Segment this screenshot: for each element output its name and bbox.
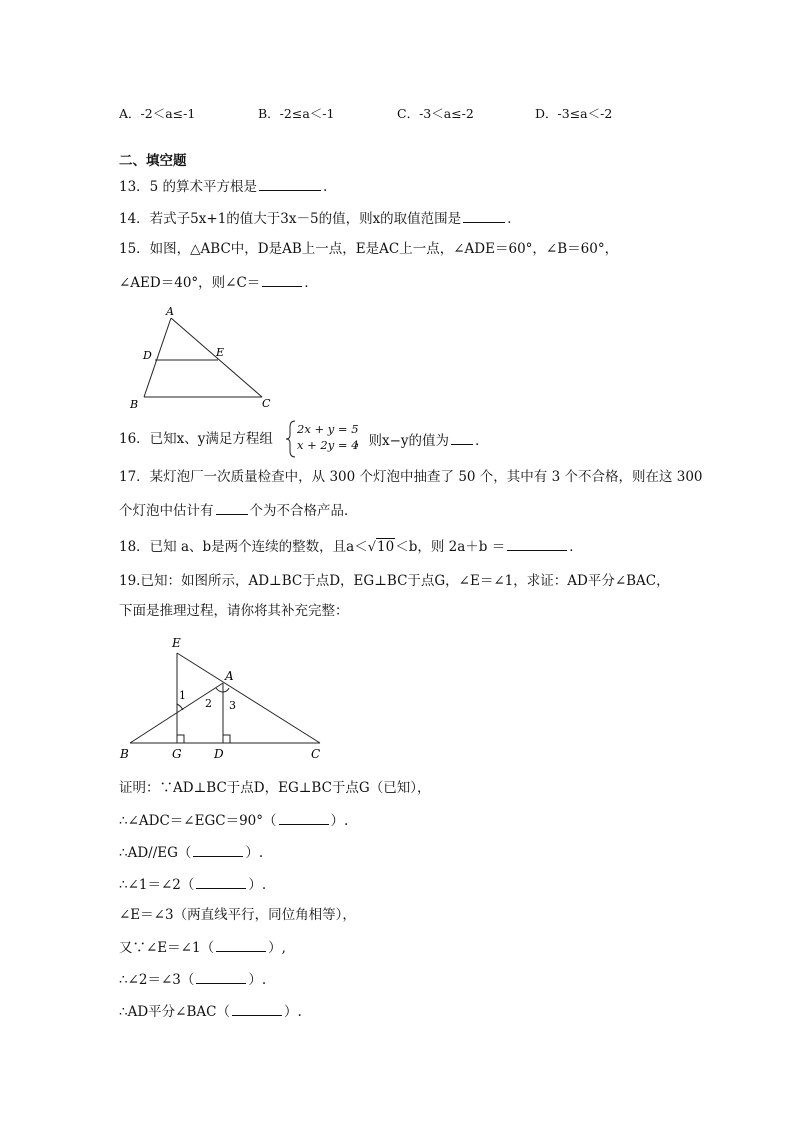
q16-eq2: x + 2y = 4: [297, 438, 359, 452]
proof-3-end: ）.: [245, 845, 264, 861]
proof-4-end: ）.: [248, 877, 267, 893]
section-title: 二、填空题: [119, 153, 187, 169]
proof-line-2: [119, 810, 348, 830]
question-19-line2: 下面是推理过程，请你将其补充完整：: [119, 603, 349, 619]
q13-text: 13．5 的算术平方根是: [119, 179, 258, 195]
proof-8-text: ∴AD平分∠BAC（: [119, 1004, 230, 1020]
q15-end: ．: [304, 275, 318, 291]
q18-pre: 18．已知 a、b是两个连续的整数，且a＜: [119, 539, 368, 555]
proof-line-4: [119, 874, 266, 894]
q18-sqrt-arg: 10: [377, 539, 395, 555]
proof-line-5: [119, 906, 356, 924]
q16-equations: [297, 421, 359, 453]
fig2-label-c: C: [311, 747, 321, 761]
question-19-line1: 19.已知：如图所示，AD⊥BC于点D，EG⊥BC于点G，∠E＝∠1，求证：AD平分∠BAC，: [119, 573, 670, 589]
option-a: A．-2＜a≤-1: [119, 106, 196, 121]
proof-7-text: ∴∠2＝∠3（: [119, 972, 195, 988]
proof-line-3: [119, 842, 263, 862]
proof-7-answer-blank[interactable]: [196, 969, 246, 984]
proof-2-text: ∴∠ADC＝∠EGC＝90°（: [119, 813, 277, 829]
question-13: [119, 176, 337, 196]
question-16: [119, 430, 273, 448]
proof-line-7: [119, 969, 266, 989]
sqrt-icon: √: [367, 540, 377, 555]
fig2-label-3: 3: [229, 699, 236, 712]
question-15-line2: [119, 272, 318, 292]
proof-6-text: 又∵∠E＝∠1（: [119, 940, 215, 956]
question-17-line2: [119, 500, 358, 520]
fig2-label-2: 2: [205, 697, 212, 710]
q16-pre: 16．已知x、y满足方程组: [119, 431, 273, 447]
fig2-label-1: 1: [179, 689, 186, 702]
q17-text-b: 个为不合格产品．: [249, 503, 358, 519]
proof-line-6: [119, 937, 286, 957]
proof-3-answer-blank[interactable]: [193, 842, 243, 857]
proof-4-answer-blank[interactable]: [196, 874, 246, 889]
q18-post: ＜b，则 2a＋b ＝: [395, 539, 506, 555]
q13-end: ．: [323, 179, 337, 195]
proof-3-text: ∴AD//EG（: [119, 845, 192, 861]
fig1-label-d: D: [143, 349, 152, 362]
q13-answer-blank[interactable]: [259, 176, 321, 191]
proof-5-text: ∠E＝∠3（两直线平行，同位角相等），: [119, 907, 356, 923]
proof-8-end: ）.: [283, 1004, 302, 1020]
q14-end: ．: [507, 211, 521, 227]
q18-answer-blank[interactable]: [507, 536, 567, 551]
question-18: [119, 536, 583, 557]
proof-7-end: ）.: [248, 972, 267, 988]
fig1-label-e: E: [216, 346, 225, 359]
brace-icon: [285, 419, 297, 459]
option-b: B．-2≤a＜-1: [258, 106, 335, 121]
q14-answer-blank[interactable]: [463, 208, 505, 223]
fig1-label-b: B: [130, 398, 139, 411]
q17-text-a: 个灯泡中估计有: [119, 503, 214, 519]
proof-2-end: ）.: [330, 813, 349, 829]
fig2-label-e: E: [172, 636, 181, 650]
q16-answer-blank[interactable]: [451, 430, 473, 445]
question-17-line1: 17．某灯泡厂一次质量检查中，从 300 个灯泡中抽查了 50 个，其中有 3 个不合格，则在这 300: [119, 469, 703, 485]
proof-6-answer-blank[interactable]: [216, 937, 266, 952]
fig2-label-b: B: [120, 747, 129, 761]
proof-line-1: [119, 779, 430, 797]
fig2-label-a: A: [225, 669, 234, 683]
q17-answer-blank[interactable]: [216, 500, 248, 515]
q15-answer-blank[interactable]: [262, 272, 302, 287]
q14-text: 14．若式子5x+1的值大于3x－5的值，则x的取值范围是: [119, 211, 462, 227]
proof-1-text: 证明：∵AD⊥BC于点D，EG⊥BC于点G（已知），: [119, 780, 431, 796]
q16-post: ，则x−y的值为: [355, 433, 450, 449]
proof-6-end: ）,: [268, 940, 286, 956]
fig1-label-c: C: [262, 397, 271, 410]
option-c: C．-3＜a≤-2: [397, 106, 474, 121]
option-d: D．-3≤a＜-2: [535, 106, 613, 121]
question-16-tail: [355, 430, 489, 450]
triangle-figure-1: [125, 303, 285, 415]
proof-line-8: [119, 1001, 302, 1021]
q16-end: ．: [475, 433, 489, 449]
q15-text: ∠AED＝40°，则∠C＝: [119, 275, 261, 291]
fig2-label-g: G: [172, 747, 182, 761]
question-15-line1: 15．如图，△ABC中，D是AB上一点，E是AC上一点，∠ADE＝60°，∠B＝60°，: [119, 241, 619, 257]
q16-eq1: 2x + y = 5: [297, 422, 359, 436]
q18-end: ．: [569, 539, 583, 555]
question-14: [119, 208, 521, 228]
proof-2-answer-blank[interactable]: [279, 810, 329, 825]
proof-8-answer-blank[interactable]: [232, 1001, 282, 1016]
fig1-label-a: A: [166, 305, 174, 318]
proof-4-text: ∴∠1＝∠2（: [119, 877, 195, 893]
fig2-label-d: D: [214, 747, 224, 761]
triangle-figure-2: [115, 630, 330, 765]
